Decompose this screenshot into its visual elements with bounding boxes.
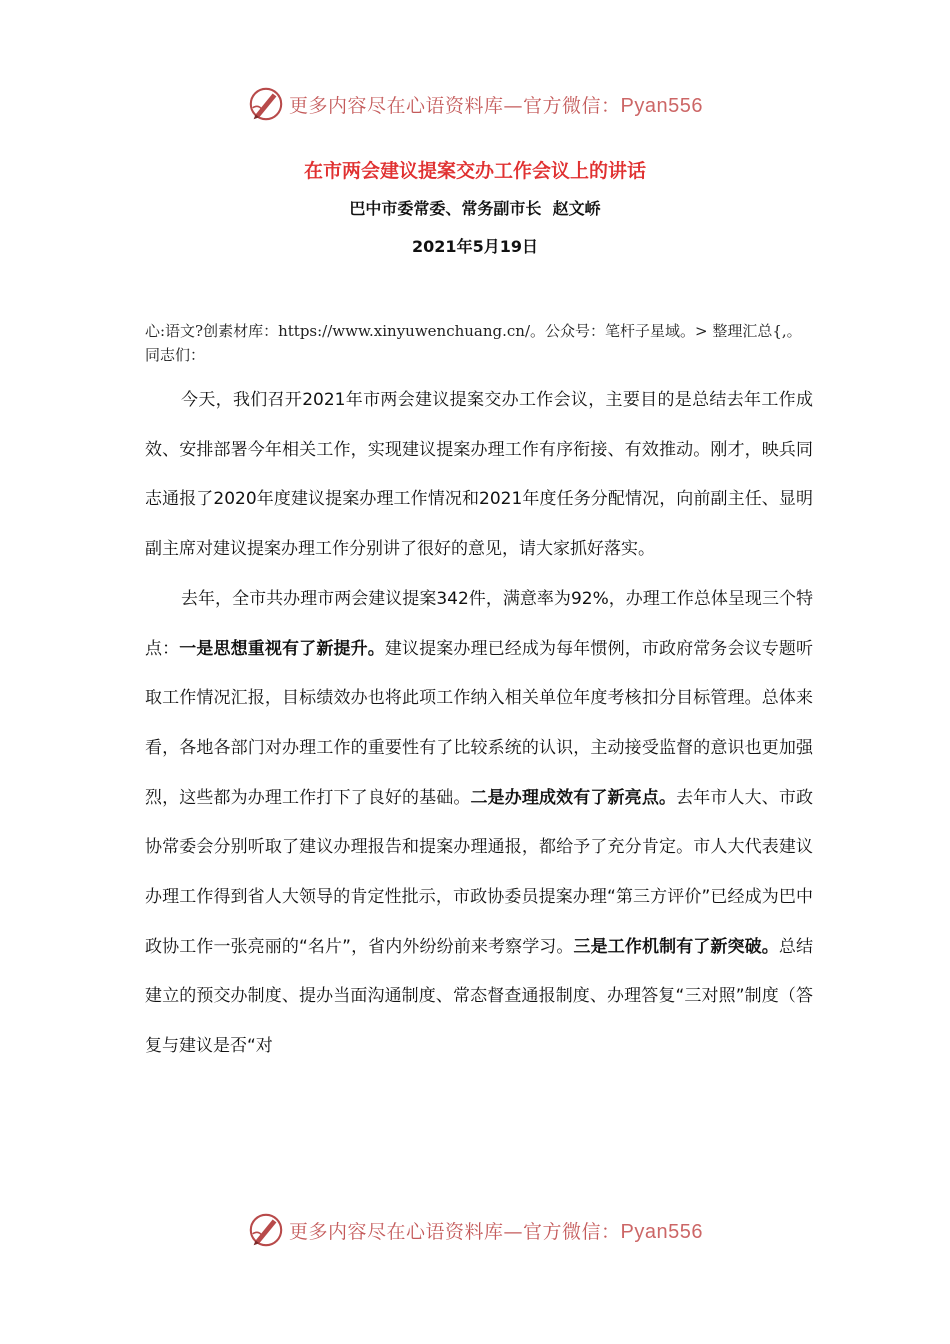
point-one-heading: 一是思想重视有了新提升。: [179, 638, 385, 659]
banner-slogan: 更多内容尽在心语资料库—官方微信：: [289, 94, 621, 117]
document-title: 在市两会建议提案交办工作会议上的讲话: [303, 160, 646, 182]
document-date: 2021年5月19日: [412, 237, 538, 256]
banner-account: Pyan556: [620, 1220, 703, 1243]
point-one-text: 建议提案办理已经成为每年惯例，市政府常务会议专题听取工作情况汇报，目标绩效办也将此项工作纳入相关单位年度考核扣分目标管理。总体来看，各地各部门对办理工作的重要性有了比较系统的认识，主动接受监督的意识也更加强烈，这些都为办理工作打下了良好的基础。: [145, 638, 814, 808]
footer-banner: [0, 1210, 950, 1250]
document-byline: 巴中市委常委、常务副市长 赵文峤: [349, 199, 601, 218]
paragraph-2-intro: 去年，全市共办理市两会建议提案342件，满意率为92%，办理工作总体呈现三个特点：: [145, 588, 813, 659]
source-note: 心:语文?创素材库：https://www.xinyuwenchuang.cn/。公众号：笔杆子星域。> 整理汇总{,。同志们：: [145, 322, 802, 364]
banner-account: Pyan556: [620, 94, 703, 117]
pen-logo-icon: [247, 1211, 285, 1249]
paragraph-1: 今天，我们召开2021年市两会建议提案交办工作会议，主要目的是总结去年工作成效、安排部署今年相关工作，实现建议提案办理工作有序衔接、有效推动。刚才，映兵同志通报了2020年度建议提案办理工作情况和2021年度任务分配情况，向前副主任、显明副主席对建议提案办理工作分别讲了很好的意见，请大家抓好落实。: [145, 390, 813, 560]
banner-text: [289, 91, 703, 118]
point-two-text: 去年市人大、市政协常委会分别听取了建议办理报告和提案办理通报，都给予了充分肯定。市人大代表建议办理工作得到省人大领导的肯定性批示，市政协委员提案办理“第三方评价”已经成为巴中政协工作一张亮丽的“名片”，省内外纷纷前来考察学习。: [145, 787, 814, 957]
banner-slogan: 更多内容尽在心语资料库—官方微信：: [289, 1220, 621, 1243]
point-three-heading: 三是工作机制有了新突破。: [573, 936, 779, 957]
banner-text: [289, 1217, 703, 1244]
document-body: [145, 376, 813, 1072]
point-two-heading: 二是办理成效有了新亮点。: [470, 787, 677, 808]
pen-logo-icon: [247, 85, 285, 123]
point-three-text: 总结建立的预交办制度、提办当面沟通制度、常态督查通报制度、办理答复“三对照”制度（答复与建议是否“对: [145, 936, 814, 1057]
paragraph-2: [145, 575, 813, 1072]
header-banner: [0, 84, 950, 124]
